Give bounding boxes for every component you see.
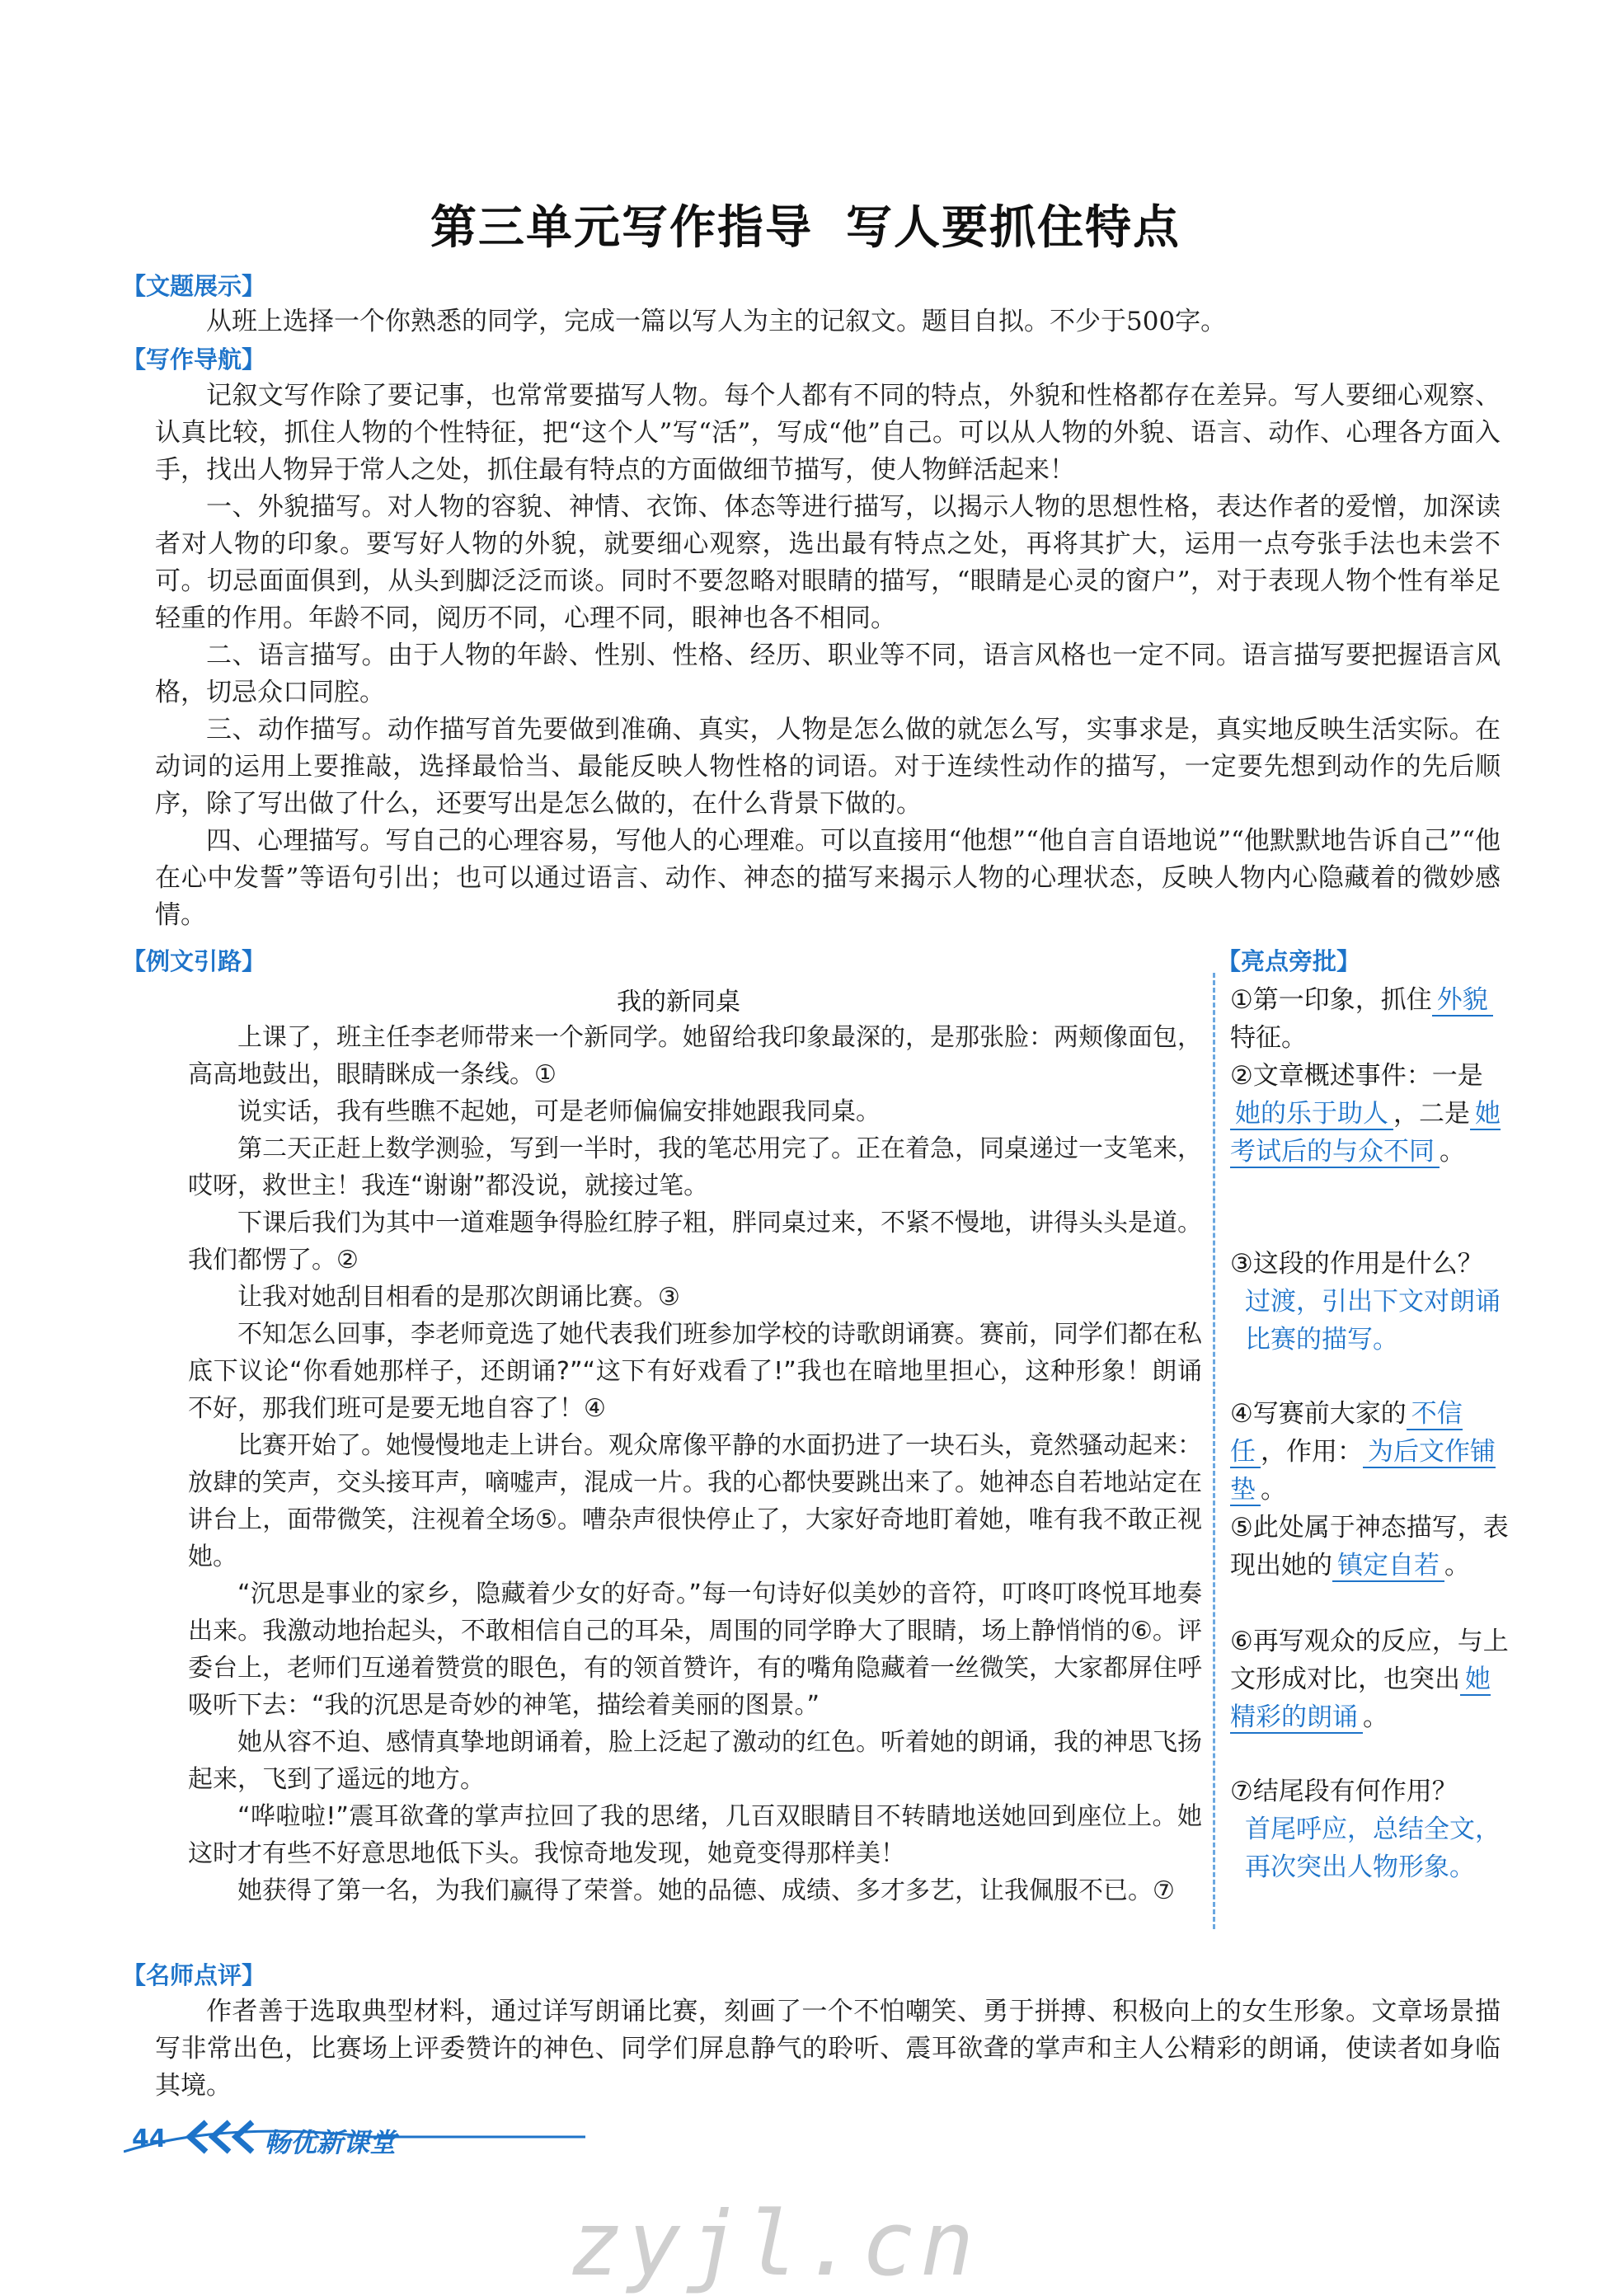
note-4 — [1230, 1395, 1510, 1509]
section-label-topic: 【文题展示】 — [122, 272, 266, 300]
title-main: 第三单元写作指导 — [430, 201, 813, 255]
note-text: ④写赛前大家的 — [1230, 1399, 1407, 1429]
note-5 — [1230, 1509, 1510, 1585]
brand-name: 畅优新课堂 — [264, 2127, 397, 2158]
note-text: ⑤此处属于神态描写，表现出她的 — [1230, 1513, 1509, 1580]
essay-paragraph: 她从容不迫、感情真挚地朗诵着，脸上泛起了激动的红色。听着她的朗诵，我的神思飞扬起来，飞到了遥远的地方。 — [188, 1728, 1202, 1794]
essay-paragraph: 她获得了第一名，为我们赢得了荣誉。她的品德、成绩、多才多艺，让我佩服不已。⑦ — [237, 1876, 1175, 1905]
note-answer: 过渡，引出下文对朗诵比赛的描写。 — [1245, 1287, 1501, 1355]
note-1 — [1230, 981, 1510, 1057]
essay-paragraph: 说实话，我有些瞧不起她，可是老师偏偏安排她跟我同桌。 — [237, 1097, 881, 1126]
note-text: 。 — [1363, 1702, 1388, 1732]
note-2 — [1230, 1057, 1510, 1171]
essay-paragraph: 下课后我们为其中一道难题争得脸红脖子粗，胖同桌过来，不紧不慢地，讲得头头是道。我们都愣了。② — [188, 1209, 1202, 1275]
section-label-review: 【名师点评】 — [122, 1961, 266, 1989]
note-answer: 她精彩的朗诵 — [1230, 1664, 1491, 1732]
review-text — [155, 1993, 1501, 2105]
essay-body — [188, 1019, 1202, 1909]
title-sub: 写人要抓住特点 — [846, 201, 1181, 255]
essay-title: 我的新同桌 — [617, 988, 740, 1017]
essay-paragraph: “哗啦啦!”震耳欲聋的掌声拉回了我的思绪，几百双眼睛目不转睛地送她回到座位上。她这时才有些不好意思地低下头。我惊奇地发现，她竟变得那样美！ — [188, 1802, 1202, 1868]
essay-paragraph: 让我对她刮目相看的是那次朗诵比赛。③ — [237, 1283, 680, 1312]
note-7 — [1230, 1772, 1510, 1886]
page-number: 44 — [132, 2125, 167, 2153]
page-title — [0, 191, 1611, 257]
watermark: zyjl.cn — [569, 2193, 979, 2296]
note-text: ②文章概述事件：一是 — [1230, 1061, 1483, 1091]
chevron-left-icon — [236, 2122, 252, 2152]
note-answer: 她考试后的与众不同 — [1230, 1099, 1501, 1167]
section-label-highlights: 【亮点旁批】 — [1217, 947, 1361, 975]
review-paragraph: 作者善于选取典型材料，通过详写朗诵比赛，刻画了一个不怕嘲笑、勇于拼搏、积极向上的女生形象。文章场景描写非常出色，比赛场上评委赞许的神色、同学们屏息静气的聆听、震耳欲聋的掌声和主人公精彩的朗诵，使读者如身临其境。 — [155, 1997, 1501, 2101]
note-answer: 镇定自若 — [1332, 1551, 1444, 1582]
note-question: ⑦结尾段有何作用？ — [1230, 1777, 1458, 1806]
note-question: ③这段的作用是什么？ — [1230, 1249, 1483, 1279]
section-label-example: 【例文引路】 — [122, 947, 266, 975]
chevron-left-icon — [213, 2122, 229, 2152]
note-text: 。 — [1261, 1475, 1286, 1505]
guide-paragraph: 记叙文写作除了要记事，也常常要描写人物。每个人都有不同的特点，外貌和性格都存在差异。写人要细心观察、认真比较，抓住人物的个性特征，把“这个人”写“活”，写成“他”自己。可以从人物的外貌、语言、动作、心理各方面入手，找出人物异于常人之处，抓住最有特点的方面做细节描写，使人物鲜活起来！ — [155, 381, 1501, 485]
note-answer: 首尾呼应，总结全文，再次突出人物形象。 — [1245, 1815, 1501, 1882]
guide-text — [155, 378, 1501, 934]
guide-paragraph: 二、语言描写。由于人物的年龄、性别、性格、经历、职业等不同，语言风格也一定不同。语言描写要把握语言风格，切忌众口同腔。 — [155, 641, 1501, 707]
note-text: 。 — [1444, 1551, 1470, 1580]
essay-paragraph: 不知怎么回事，李老师竟选了她代表我们班参加学校的诗歌朗诵赛。赛前，同学们都在私底下议论“你看她那样子，还朗诵?”“这下有好戏看了!”我也在暗地里担心，这种形象！朗诵不好，那我们班可是要无地自容了！④ — [188, 1320, 1202, 1423]
essay-paragraph: “沉思是事业的家乡，隐藏着少女的好奇。”每一句诗好似美妙的音符，叮咚叮咚悦耳地奏出来。我激动地抬起头，不敢相信自己的耳朵，周围的同学睁大了眼睛，场上静悄悄的⑥。评委台上，老师们互递着赞赏的眼色，有的领首赞许，有的嘴角隐藏着一丝微笑，大家都屏住呼吸听下去：“我的沉思是奇妙的神笔，描绘着美丽的图景。” — [188, 1580, 1202, 1720]
guide-paragraph: 三、动作描写。动作描写首先要做到准确、真实，人物是怎么做的就怎么写，实事求是，真实地反映生活实际。在动词的运用上要推敲，选择最恰当、最能反映人物性格的词语。对于连续性动作的描写，一定要先想到动作的先后顺序，除了写出做了什么，还要写出是怎么做的，在什么背景下做的。 — [155, 715, 1501, 819]
essay-paragraph: 第二天正赶上数学测验，写到一半时，我的笔芯用完了。正在着急，同桌递过一支笔来，哎呀，救世主！我连“谢谢”都没说，就接过笔。 — [188, 1134, 1202, 1200]
topic-text — [155, 303, 1501, 340]
dashed-divider — [1213, 973, 1215, 1929]
note-text: 特征。 — [1230, 1023, 1307, 1053]
essay-paragraph: 比赛开始了。她慢慢地走上讲台。观众席像平静的水面扔进了一块石头，竟然骚动起来：放肆的笑声，交头接耳声，嘀嘘声，混成一片。我的心都快要跳出来了。她神态自若地站定在讲台上，面带微笑，注视着全场⑤。嘈杂声很快停止了，大家好奇地盯着她，唯有我不敢正视她。 — [188, 1431, 1202, 1571]
note-6 — [1230, 1622, 1510, 1736]
section-label-guide: 【写作导航】 — [122, 345, 266, 373]
note-answer: 不信任 — [1230, 1399, 1463, 1467]
note-text: ①第一印象，抓住 — [1230, 985, 1432, 1015]
note-3 — [1230, 1245, 1510, 1359]
essay-paragraph: 上课了，班主任李老师带来一个新同学。她留给我印象最深的，是那张脸：两颊像面包，高高地鼓出，眼睛眯成一条线。① — [188, 1023, 1202, 1089]
topic-paragraph: 从班上选择一个你熟悉的同学，完成一篇以写人为主的记叙文。题目自拟。不少于500字。 — [206, 307, 1227, 336]
note-answer: 她的乐于助人 — [1230, 1099, 1393, 1130]
note-text: 。 — [1440, 1137, 1465, 1167]
guide-paragraph: 四、心理描写。写自己的心理容易，写他人的心理难。可以直接用“他想”“他自言自语地说”“他默默地告诉自己”“他在心中发誓”等语句引出；也可以通过语言、动作、神态的描写来揭示人物的心理状态，反映人物内心隐藏着的微妙感情。 — [155, 826, 1501, 930]
note-text: ，作用： — [1261, 1437, 1363, 1467]
note-text: ，二是 — [1393, 1099, 1470, 1129]
guide-paragraph: 一、外貌描写。对人物的容貌、神情、衣饰、体态等进行描写，以揭示人物的思想性格，表达作者的爱憎，加深读者对人物的印象。要写好人物的外貌，就要细心观察，选出最有特点之处，再将其扩大，运用一点夸张手法也未尝不可。切忌面面俱到，从头到脚泛泛而谈。同时不要忽略对眼睛的描写，“眼睛是心灵的窗户”，对于表现人物个性有举足轻重的作用。年龄不同，阅历不同，心理不同，眼神也各不相同。 — [155, 492, 1501, 633]
note-answer: 外貌 — [1432, 985, 1493, 1017]
note-text: ⑥再写观众的反应，与上文形成对比，也突出 — [1230, 1627, 1509, 1694]
note-answer: 为后文作铺垫 — [1230, 1437, 1496, 1505]
